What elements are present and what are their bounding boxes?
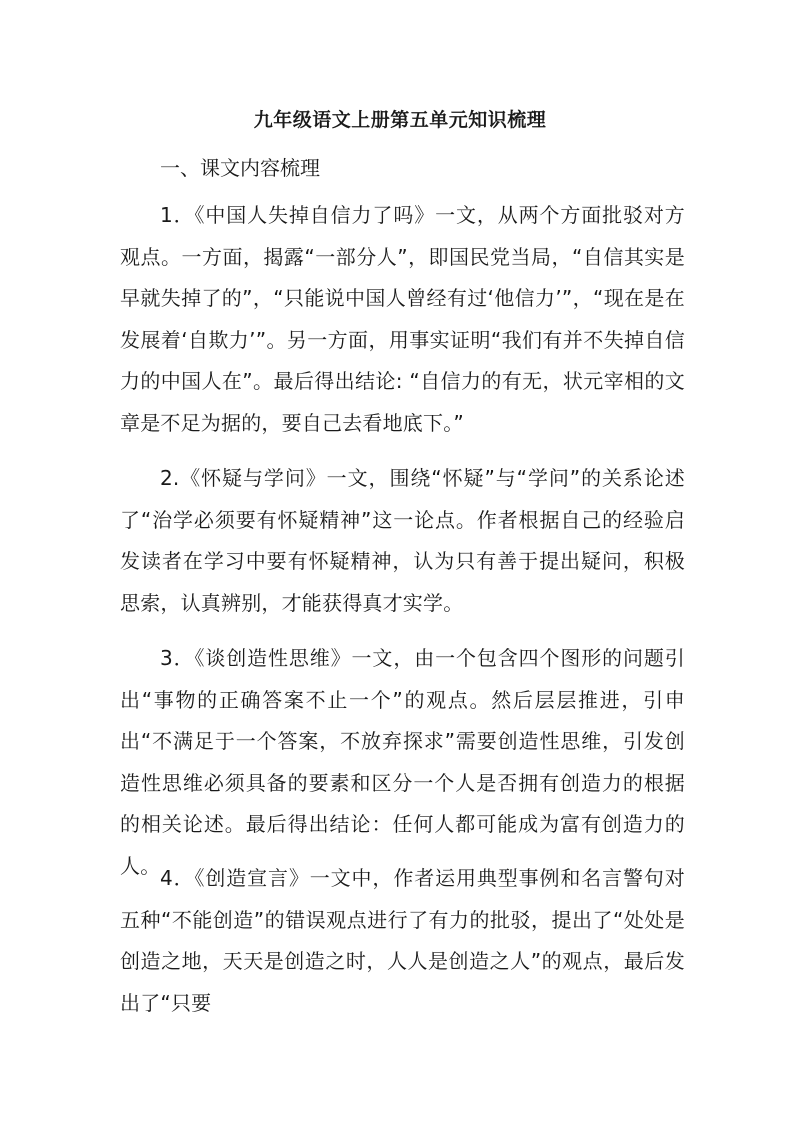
paragraph-2: 2.《怀疑与学问》一文，围绕“怀疑”与“学问”的关系论述了“治学必须要有怀疑精神”这一论点。作者根据自己的经验启发读者在学习中要有怀疑精神，认为只有善于提出疑问，积极思索，认真辨别，才能获得真才实学。 [120,466,685,615]
paragraph-3: 3．《谈创造性思维》一文，由一个包含四个图形的问题引出“事物的正确答案不止一个”的观点。然后层层推进，引申出“不满足于一个答案，不放弃探求”需要创造性思维，引发创造性思维必须具备的要素和区分一个人是否拥有创造力的根据的相关论述。最后得出结论：任何人都可能成为富有创造力的人。 [120,646,685,878]
section-heading: 一、课文内容梳理 [160,156,320,180]
paragraph-1: 1．《中国人失掉自信力了吗》一文，从两个方面批驳对方观点。一方面，揭露“一部分人”，即国民党当局，“自信其实是早就失掉了的”，“只能说中国人曾经有过‘他信力’”，“现在是在发展着‘自欺力’”。另一方面，用事实证明“我们有并不失掉自信力的中国人在”。最后得出结论: “自信力的有无，状元宰相的文章是不足为据的，要自己去看地底下。” [120,203,685,435]
paragraph-4: 4．《创造宣言》一文中，作者运用典型事例和名言警句对五种“不能创造”的错误观点进行了有力的批驳，提出了“处处是创造之地，天天是创造之时，人人是创造之人”的观点，最后发出了“只要 [120,866,685,1015]
document-title: 九年级语文上册第五单元知识梳理 [253,109,547,131]
